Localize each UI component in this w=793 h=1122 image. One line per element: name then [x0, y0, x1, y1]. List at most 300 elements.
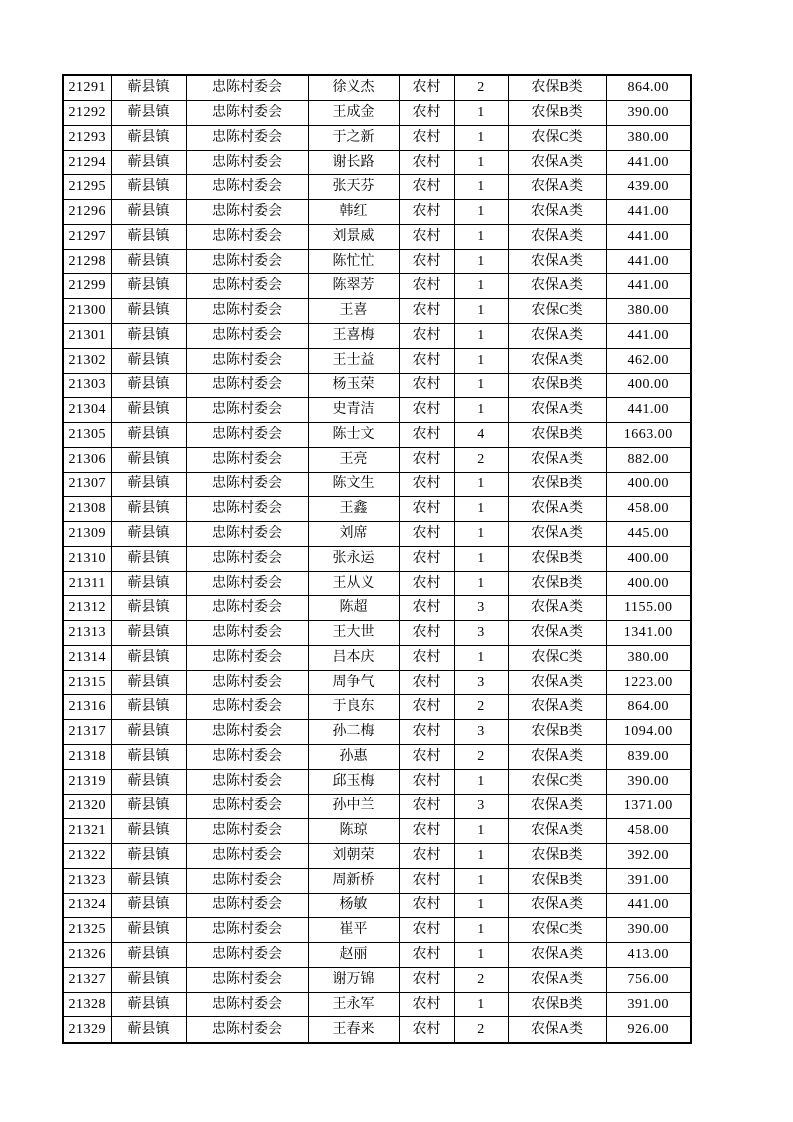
cell-category: 农保A类	[508, 274, 606, 299]
table-row	[63, 175, 691, 200]
cell-village: 忠陈村委会	[186, 472, 308, 497]
cell-village: 忠陈村委会	[186, 249, 308, 274]
cell-name: 孙二梅	[308, 720, 399, 745]
cell-residence: 农村	[399, 373, 454, 398]
cell-amount: 1371.00	[606, 794, 691, 819]
cell-amount: 1155.00	[606, 596, 691, 621]
table-row	[63, 893, 691, 918]
cell-count: 2	[454, 75, 508, 101]
table-row	[63, 794, 691, 819]
cell-residence: 农村	[399, 769, 454, 794]
table-row	[63, 447, 691, 472]
cell-category: 农保A类	[508, 819, 606, 844]
cell-category: 农保A类	[508, 150, 606, 175]
table-row	[63, 943, 691, 968]
cell-amount: 756.00	[606, 967, 691, 992]
cell-id: 21316	[63, 695, 111, 720]
cell-id: 21325	[63, 918, 111, 943]
table-row	[63, 745, 691, 770]
cell-name: 周争气	[308, 670, 399, 695]
cell-id: 21292	[63, 101, 111, 126]
cell-category: 农保A类	[508, 323, 606, 348]
cell-count: 1	[454, 299, 508, 324]
cell-category: 农保A类	[508, 893, 606, 918]
cell-category: 农保B类	[508, 720, 606, 745]
cell-category: 农保B类	[508, 101, 606, 126]
table-row	[63, 844, 691, 869]
cell-town: 蕲县镇	[111, 423, 186, 448]
cell-residence: 农村	[399, 720, 454, 745]
cell-town: 蕲县镇	[111, 323, 186, 348]
cell-village: 忠陈村委会	[186, 893, 308, 918]
cell-town: 蕲县镇	[111, 125, 186, 150]
cell-name: 陈琼	[308, 819, 399, 844]
table-row	[63, 571, 691, 596]
cell-name: 王大世	[308, 621, 399, 646]
cell-residence: 农村	[399, 274, 454, 299]
cell-count: 1	[454, 101, 508, 126]
cell-count: 1	[454, 348, 508, 373]
cell-village: 忠陈村委会	[186, 943, 308, 968]
cell-id: 21304	[63, 398, 111, 423]
cell-name: 陈文生	[308, 472, 399, 497]
cell-name: 王鑫	[308, 497, 399, 522]
table-row	[63, 472, 691, 497]
cell-village: 忠陈村委会	[186, 695, 308, 720]
cell-category: 农保B类	[508, 844, 606, 869]
cell-residence: 农村	[399, 670, 454, 695]
cell-id: 21324	[63, 893, 111, 918]
cell-category: 农保B类	[508, 75, 606, 101]
table-row	[63, 423, 691, 448]
cell-amount: 864.00	[606, 695, 691, 720]
cell-town: 蕲县镇	[111, 175, 186, 200]
cell-name: 陈翠芳	[308, 274, 399, 299]
cell-amount: 458.00	[606, 819, 691, 844]
cell-residence: 农村	[399, 125, 454, 150]
cell-count: 1	[454, 125, 508, 150]
cell-town: 蕲县镇	[111, 745, 186, 770]
cell-category: 农保A类	[508, 745, 606, 770]
cell-residence: 农村	[399, 571, 454, 596]
table-row	[63, 522, 691, 547]
cell-town: 蕲县镇	[111, 769, 186, 794]
cell-id: 21294	[63, 150, 111, 175]
cell-village: 忠陈村委会	[186, 75, 308, 101]
cell-village: 忠陈村委会	[186, 992, 308, 1017]
table-row	[63, 398, 691, 423]
cell-amount: 441.00	[606, 274, 691, 299]
table-row	[63, 967, 691, 992]
cell-name: 王成金	[308, 101, 399, 126]
cell-residence: 农村	[399, 992, 454, 1017]
cell-village: 忠陈村委会	[186, 596, 308, 621]
cell-name: 王士益	[308, 348, 399, 373]
cell-category: 农保A类	[508, 670, 606, 695]
cell-category: 农保A类	[508, 794, 606, 819]
cell-id: 21313	[63, 621, 111, 646]
cell-amount: 462.00	[606, 348, 691, 373]
cell-id: 21312	[63, 596, 111, 621]
cell-count: 1	[454, 398, 508, 423]
cell-count: 1	[454, 645, 508, 670]
cell-village: 忠陈村委会	[186, 150, 308, 175]
cell-category: 农保C类	[508, 769, 606, 794]
cell-amount: 413.00	[606, 943, 691, 968]
cell-residence: 农村	[399, 398, 454, 423]
cell-name: 王喜梅	[308, 323, 399, 348]
table-row	[63, 918, 691, 943]
cell-amount: 458.00	[606, 497, 691, 522]
cell-town: 蕲县镇	[111, 249, 186, 274]
cell-name: 杨敏	[308, 893, 399, 918]
cell-residence: 农村	[399, 745, 454, 770]
cell-town: 蕲县镇	[111, 101, 186, 126]
cell-town: 蕲县镇	[111, 695, 186, 720]
cell-id: 21309	[63, 522, 111, 547]
cell-residence: 农村	[399, 224, 454, 249]
cell-name: 王喜	[308, 299, 399, 324]
cell-id: 21328	[63, 992, 111, 1017]
cell-count: 1	[454, 274, 508, 299]
cell-amount: 390.00	[606, 918, 691, 943]
cell-id: 21300	[63, 299, 111, 324]
cell-name: 吕本庆	[308, 645, 399, 670]
cell-count: 3	[454, 670, 508, 695]
table-row	[63, 720, 691, 745]
cell-amount: 400.00	[606, 571, 691, 596]
cell-amount: 439.00	[606, 175, 691, 200]
cell-residence: 农村	[399, 249, 454, 274]
cell-residence: 农村	[399, 943, 454, 968]
cell-id: 21299	[63, 274, 111, 299]
cell-town: 蕲县镇	[111, 75, 186, 101]
table-row	[63, 224, 691, 249]
cell-id: 21291	[63, 75, 111, 101]
cell-category: 农保A类	[508, 175, 606, 200]
cell-amount: 441.00	[606, 224, 691, 249]
cell-count: 1	[454, 497, 508, 522]
cell-category: 农保A类	[508, 522, 606, 547]
cell-count: 1	[454, 769, 508, 794]
cell-count: 1	[454, 249, 508, 274]
cell-id: 21311	[63, 571, 111, 596]
cell-town: 蕲县镇	[111, 844, 186, 869]
cell-town: 蕲县镇	[111, 497, 186, 522]
cell-village: 忠陈村委会	[186, 497, 308, 522]
cell-count: 1	[454, 546, 508, 571]
cell-id: 21320	[63, 794, 111, 819]
cell-name: 杨玉荣	[308, 373, 399, 398]
cell-count: 1	[454, 943, 508, 968]
cell-name: 韩红	[308, 200, 399, 225]
cell-id: 21298	[63, 249, 111, 274]
cell-count: 4	[454, 423, 508, 448]
cell-id: 21293	[63, 125, 111, 150]
cell-residence: 农村	[399, 299, 454, 324]
cell-town: 蕲县镇	[111, 150, 186, 175]
cell-amount: 441.00	[606, 150, 691, 175]
table-row	[63, 992, 691, 1017]
cell-amount: 400.00	[606, 472, 691, 497]
cell-category: 农保A类	[508, 967, 606, 992]
cell-count: 3	[454, 596, 508, 621]
cell-id: 21296	[63, 200, 111, 225]
cell-count: 1	[454, 150, 508, 175]
cell-town: 蕲县镇	[111, 819, 186, 844]
cell-residence: 农村	[399, 794, 454, 819]
cell-id: 21301	[63, 323, 111, 348]
cell-name: 周新桥	[308, 868, 399, 893]
cell-town: 蕲县镇	[111, 794, 186, 819]
table-row	[63, 769, 691, 794]
cell-town: 蕲县镇	[111, 398, 186, 423]
cell-id: 21321	[63, 819, 111, 844]
cell-amount: 391.00	[606, 868, 691, 893]
cell-category: 农保A类	[508, 447, 606, 472]
cell-id: 21319	[63, 769, 111, 794]
cell-name: 孙中兰	[308, 794, 399, 819]
cell-residence: 农村	[399, 967, 454, 992]
cell-town: 蕲县镇	[111, 918, 186, 943]
cell-name: 于良东	[308, 695, 399, 720]
cell-count: 1	[454, 571, 508, 596]
cell-town: 蕲县镇	[111, 200, 186, 225]
cell-town: 蕲县镇	[111, 224, 186, 249]
cell-village: 忠陈村委会	[186, 769, 308, 794]
cell-category: 农保B类	[508, 546, 606, 571]
cell-village: 忠陈村委会	[186, 101, 308, 126]
cell-town: 蕲县镇	[111, 299, 186, 324]
cell-name: 张天芬	[308, 175, 399, 200]
cell-village: 忠陈村委会	[186, 522, 308, 547]
table-row	[63, 497, 691, 522]
cell-residence: 农村	[399, 348, 454, 373]
cell-village: 忠陈村委会	[186, 967, 308, 992]
cell-id: 21323	[63, 868, 111, 893]
table-row	[63, 323, 691, 348]
cell-count: 1	[454, 373, 508, 398]
cell-name: 谢长路	[308, 150, 399, 175]
cell-residence: 农村	[399, 893, 454, 918]
cell-residence: 农村	[399, 497, 454, 522]
cell-id: 21295	[63, 175, 111, 200]
cell-village: 忠陈村委会	[186, 571, 308, 596]
cell-id: 21329	[63, 1017, 111, 1043]
cell-category: 农保C类	[508, 918, 606, 943]
cell-name: 崔平	[308, 918, 399, 943]
cell-count: 3	[454, 621, 508, 646]
cell-town: 蕲县镇	[111, 670, 186, 695]
cell-residence: 农村	[399, 695, 454, 720]
cell-id: 21308	[63, 497, 111, 522]
cell-town: 蕲县镇	[111, 992, 186, 1017]
cell-village: 忠陈村委会	[186, 745, 308, 770]
table-row	[63, 621, 691, 646]
table-row	[63, 546, 691, 571]
cell-category: 农保A类	[508, 497, 606, 522]
cell-category: 农保B类	[508, 472, 606, 497]
cell-name: 王亮	[308, 447, 399, 472]
cell-amount: 390.00	[606, 769, 691, 794]
cell-category: 农保A类	[508, 695, 606, 720]
table-row	[63, 596, 691, 621]
cell-name: 陈忙忙	[308, 249, 399, 274]
cell-town: 蕲县镇	[111, 596, 186, 621]
cell-name: 王永军	[308, 992, 399, 1017]
cell-count: 1	[454, 868, 508, 893]
cell-amount: 392.00	[606, 844, 691, 869]
cell-residence: 农村	[399, 844, 454, 869]
cell-amount: 864.00	[606, 75, 691, 101]
cell-residence: 农村	[399, 472, 454, 497]
cell-amount: 441.00	[606, 893, 691, 918]
cell-id: 21326	[63, 943, 111, 968]
cell-id: 21306	[63, 447, 111, 472]
table-row	[63, 299, 691, 324]
cell-town: 蕲县镇	[111, 621, 186, 646]
cell-name: 谢万锦	[308, 967, 399, 992]
table-row	[63, 670, 691, 695]
cell-name: 刘朝荣	[308, 844, 399, 869]
cell-name: 刘席	[308, 522, 399, 547]
cell-amount: 926.00	[606, 1017, 691, 1043]
cell-village: 忠陈村委会	[186, 546, 308, 571]
table-row	[63, 125, 691, 150]
cell-village: 忠陈村委会	[186, 224, 308, 249]
table-row	[63, 200, 691, 225]
cell-residence: 农村	[399, 150, 454, 175]
table-row	[63, 373, 691, 398]
cell-count: 1	[454, 200, 508, 225]
cell-town: 蕲县镇	[111, 967, 186, 992]
cell-name: 于之新	[308, 125, 399, 150]
cell-count: 1	[454, 224, 508, 249]
cell-town: 蕲县镇	[111, 893, 186, 918]
cell-count: 2	[454, 745, 508, 770]
cell-amount: 391.00	[606, 992, 691, 1017]
cell-village: 忠陈村委会	[186, 398, 308, 423]
cell-count: 2	[454, 1017, 508, 1043]
cell-town: 蕲县镇	[111, 472, 186, 497]
cell-amount: 1094.00	[606, 720, 691, 745]
cell-id: 21305	[63, 423, 111, 448]
cell-category: 农保B类	[508, 992, 606, 1017]
table-row	[63, 819, 691, 844]
cell-count: 1	[454, 472, 508, 497]
cell-count: 1	[454, 893, 508, 918]
cell-town: 蕲县镇	[111, 348, 186, 373]
cell-amount: 441.00	[606, 398, 691, 423]
cell-residence: 农村	[399, 868, 454, 893]
cell-count: 2	[454, 967, 508, 992]
table-row	[63, 868, 691, 893]
cell-id: 21303	[63, 373, 111, 398]
cell-category: 农保B类	[508, 373, 606, 398]
cell-count: 1	[454, 522, 508, 547]
cell-id: 21307	[63, 472, 111, 497]
cell-name: 史青洁	[308, 398, 399, 423]
cell-category: 农保C类	[508, 645, 606, 670]
cell-town: 蕲县镇	[111, 943, 186, 968]
cell-count: 3	[454, 720, 508, 745]
cell-village: 忠陈村委会	[186, 868, 308, 893]
cell-village: 忠陈村委会	[186, 447, 308, 472]
cell-residence: 农村	[399, 819, 454, 844]
cell-amount: 441.00	[606, 323, 691, 348]
cell-amount: 400.00	[606, 546, 691, 571]
cell-town: 蕲县镇	[111, 571, 186, 596]
cell-amount: 380.00	[606, 299, 691, 324]
table-row	[63, 348, 691, 373]
cell-village: 忠陈村委会	[186, 1017, 308, 1043]
cell-name: 邱玉梅	[308, 769, 399, 794]
cell-id: 21317	[63, 720, 111, 745]
cell-residence: 农村	[399, 1017, 454, 1043]
table-row	[63, 150, 691, 175]
cell-amount: 441.00	[606, 200, 691, 225]
cell-category: 农保A类	[508, 621, 606, 646]
cell-residence: 农村	[399, 200, 454, 225]
cell-amount: 441.00	[606, 249, 691, 274]
cell-amount: 1663.00	[606, 423, 691, 448]
cell-residence: 农村	[399, 621, 454, 646]
cell-town: 蕲县镇	[111, 274, 186, 299]
cell-id: 21297	[63, 224, 111, 249]
cell-category: 农保A类	[508, 224, 606, 249]
cell-count: 3	[454, 794, 508, 819]
cell-id: 21322	[63, 844, 111, 869]
cell-category: 农保C类	[508, 299, 606, 324]
cell-residence: 农村	[399, 75, 454, 101]
cell-residence: 农村	[399, 918, 454, 943]
cell-name: 张永运	[308, 546, 399, 571]
cell-town: 蕲县镇	[111, 720, 186, 745]
cell-count: 1	[454, 819, 508, 844]
cell-village: 忠陈村委会	[186, 373, 308, 398]
table-row	[63, 1017, 691, 1043]
cell-category: 农保A类	[508, 1017, 606, 1043]
cell-village: 忠陈村委会	[186, 125, 308, 150]
table-body	[63, 75, 691, 1043]
cell-category: 农保B类	[508, 868, 606, 893]
cell-category: 农保A类	[508, 348, 606, 373]
cell-id: 21302	[63, 348, 111, 373]
cell-name: 王从义	[308, 571, 399, 596]
cell-name: 刘景威	[308, 224, 399, 249]
cell-village: 忠陈村委会	[186, 423, 308, 448]
cell-category: 农保C类	[508, 125, 606, 150]
cell-village: 忠陈村委会	[186, 844, 308, 869]
cell-amount: 1341.00	[606, 621, 691, 646]
cell-id: 21327	[63, 967, 111, 992]
cell-count: 2	[454, 447, 508, 472]
cell-town: 蕲县镇	[111, 546, 186, 571]
cell-amount: 400.00	[606, 373, 691, 398]
cell-residence: 农村	[399, 101, 454, 126]
cell-town: 蕲县镇	[111, 522, 186, 547]
cell-village: 忠陈村委会	[186, 670, 308, 695]
table-row	[63, 695, 691, 720]
cell-village: 忠陈村委会	[186, 645, 308, 670]
cell-count: 1	[454, 323, 508, 348]
cell-count: 1	[454, 992, 508, 1017]
cell-town: 蕲县镇	[111, 447, 186, 472]
cell-village: 忠陈村委会	[186, 348, 308, 373]
cell-category: 农保A类	[508, 200, 606, 225]
cell-village: 忠陈村委会	[186, 621, 308, 646]
cell-amount: 1223.00	[606, 670, 691, 695]
